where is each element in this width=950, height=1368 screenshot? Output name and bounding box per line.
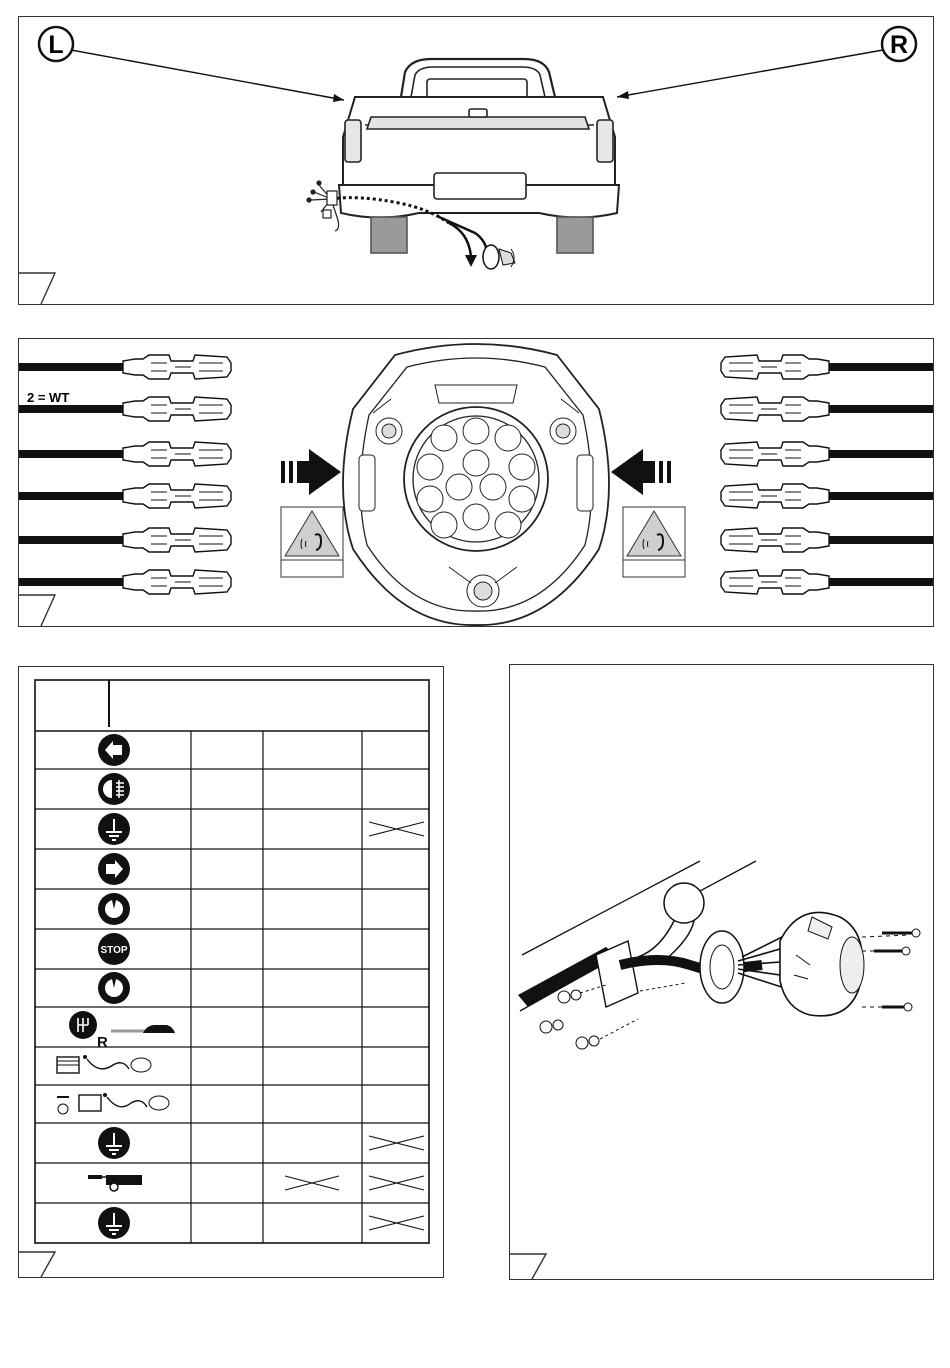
- trailer-socket-icon: [483, 245, 515, 269]
- ground-icon: [98, 1207, 130, 1239]
- nut-washer-icon: [558, 985, 606, 1003]
- tow-ball-icon: [638, 883, 704, 961]
- wire-left-4: [19, 484, 231, 508]
- function-table-panel: [18, 666, 444, 1278]
- wire-left-1: [19, 355, 231, 379]
- screw-icon: [862, 1003, 912, 1011]
- ground-icon: [98, 1127, 130, 1159]
- click-warning-right-icon: [623, 507, 685, 577]
- wire-color-label: 2 = WT: [27, 390, 70, 405]
- reverse-label: R: [97, 1034, 108, 1051]
- wire-right-6: [721, 570, 933, 594]
- wire-right-1: [721, 355, 933, 379]
- left-marker-label: L: [48, 31, 64, 59]
- left-side-marker: [39, 27, 73, 61]
- stop-label: STOP: [100, 945, 128, 956]
- nut-washer-icon: [576, 1019, 638, 1049]
- right-side-marker: [882, 27, 916, 61]
- wire-right-2: [721, 397, 933, 421]
- right-marker-label: R: [889, 31, 909, 59]
- socket-wiring-illustration: [19, 339, 933, 626]
- wire-right-3: [721, 442, 933, 466]
- right-turn-indicator-icon: [98, 853, 130, 885]
- gasket-icon: [700, 931, 744, 1003]
- mounting-panel: [509, 664, 934, 1280]
- pickup-truck-rear: [339, 59, 619, 253]
- right-tail-light-icon: [98, 893, 130, 925]
- wire-left-6: [19, 570, 231, 594]
- stop-light-icon: [98, 933, 130, 965]
- ground-icon: [98, 813, 130, 845]
- screw-icon: [862, 947, 910, 955]
- screw-icon: [862, 929, 920, 937]
- socket-mounting-illustration: [510, 665, 933, 1279]
- function-table: [19, 667, 443, 1277]
- vehicle-rear-illustration: [19, 17, 933, 304]
- vehicle-overview-panel: [18, 16, 934, 305]
- insert-arrow-left-icon: [281, 449, 341, 495]
- 13-pin-socket-face: [343, 344, 609, 625]
- left-tail-light-icon: [98, 972, 130, 1004]
- socket-wiring-panel: [18, 338, 934, 627]
- nut-washer-icon: [540, 1020, 563, 1033]
- wire-left-5: [19, 528, 231, 552]
- wire-right-4: [721, 484, 933, 508]
- left-turn-indicator-icon: [98, 734, 130, 766]
- wire-right-5: [721, 528, 933, 552]
- click-warning-left-icon: [281, 507, 343, 577]
- wire-left-3: [19, 442, 231, 466]
- harness-connector-bundle: [307, 181, 339, 231]
- insert-arrow-right-icon: [611, 449, 671, 495]
- rear-fog-light-icon: [98, 773, 130, 805]
- right-wire-set: [721, 355, 933, 594]
- trailer-socket-body-icon: [780, 912, 864, 1015]
